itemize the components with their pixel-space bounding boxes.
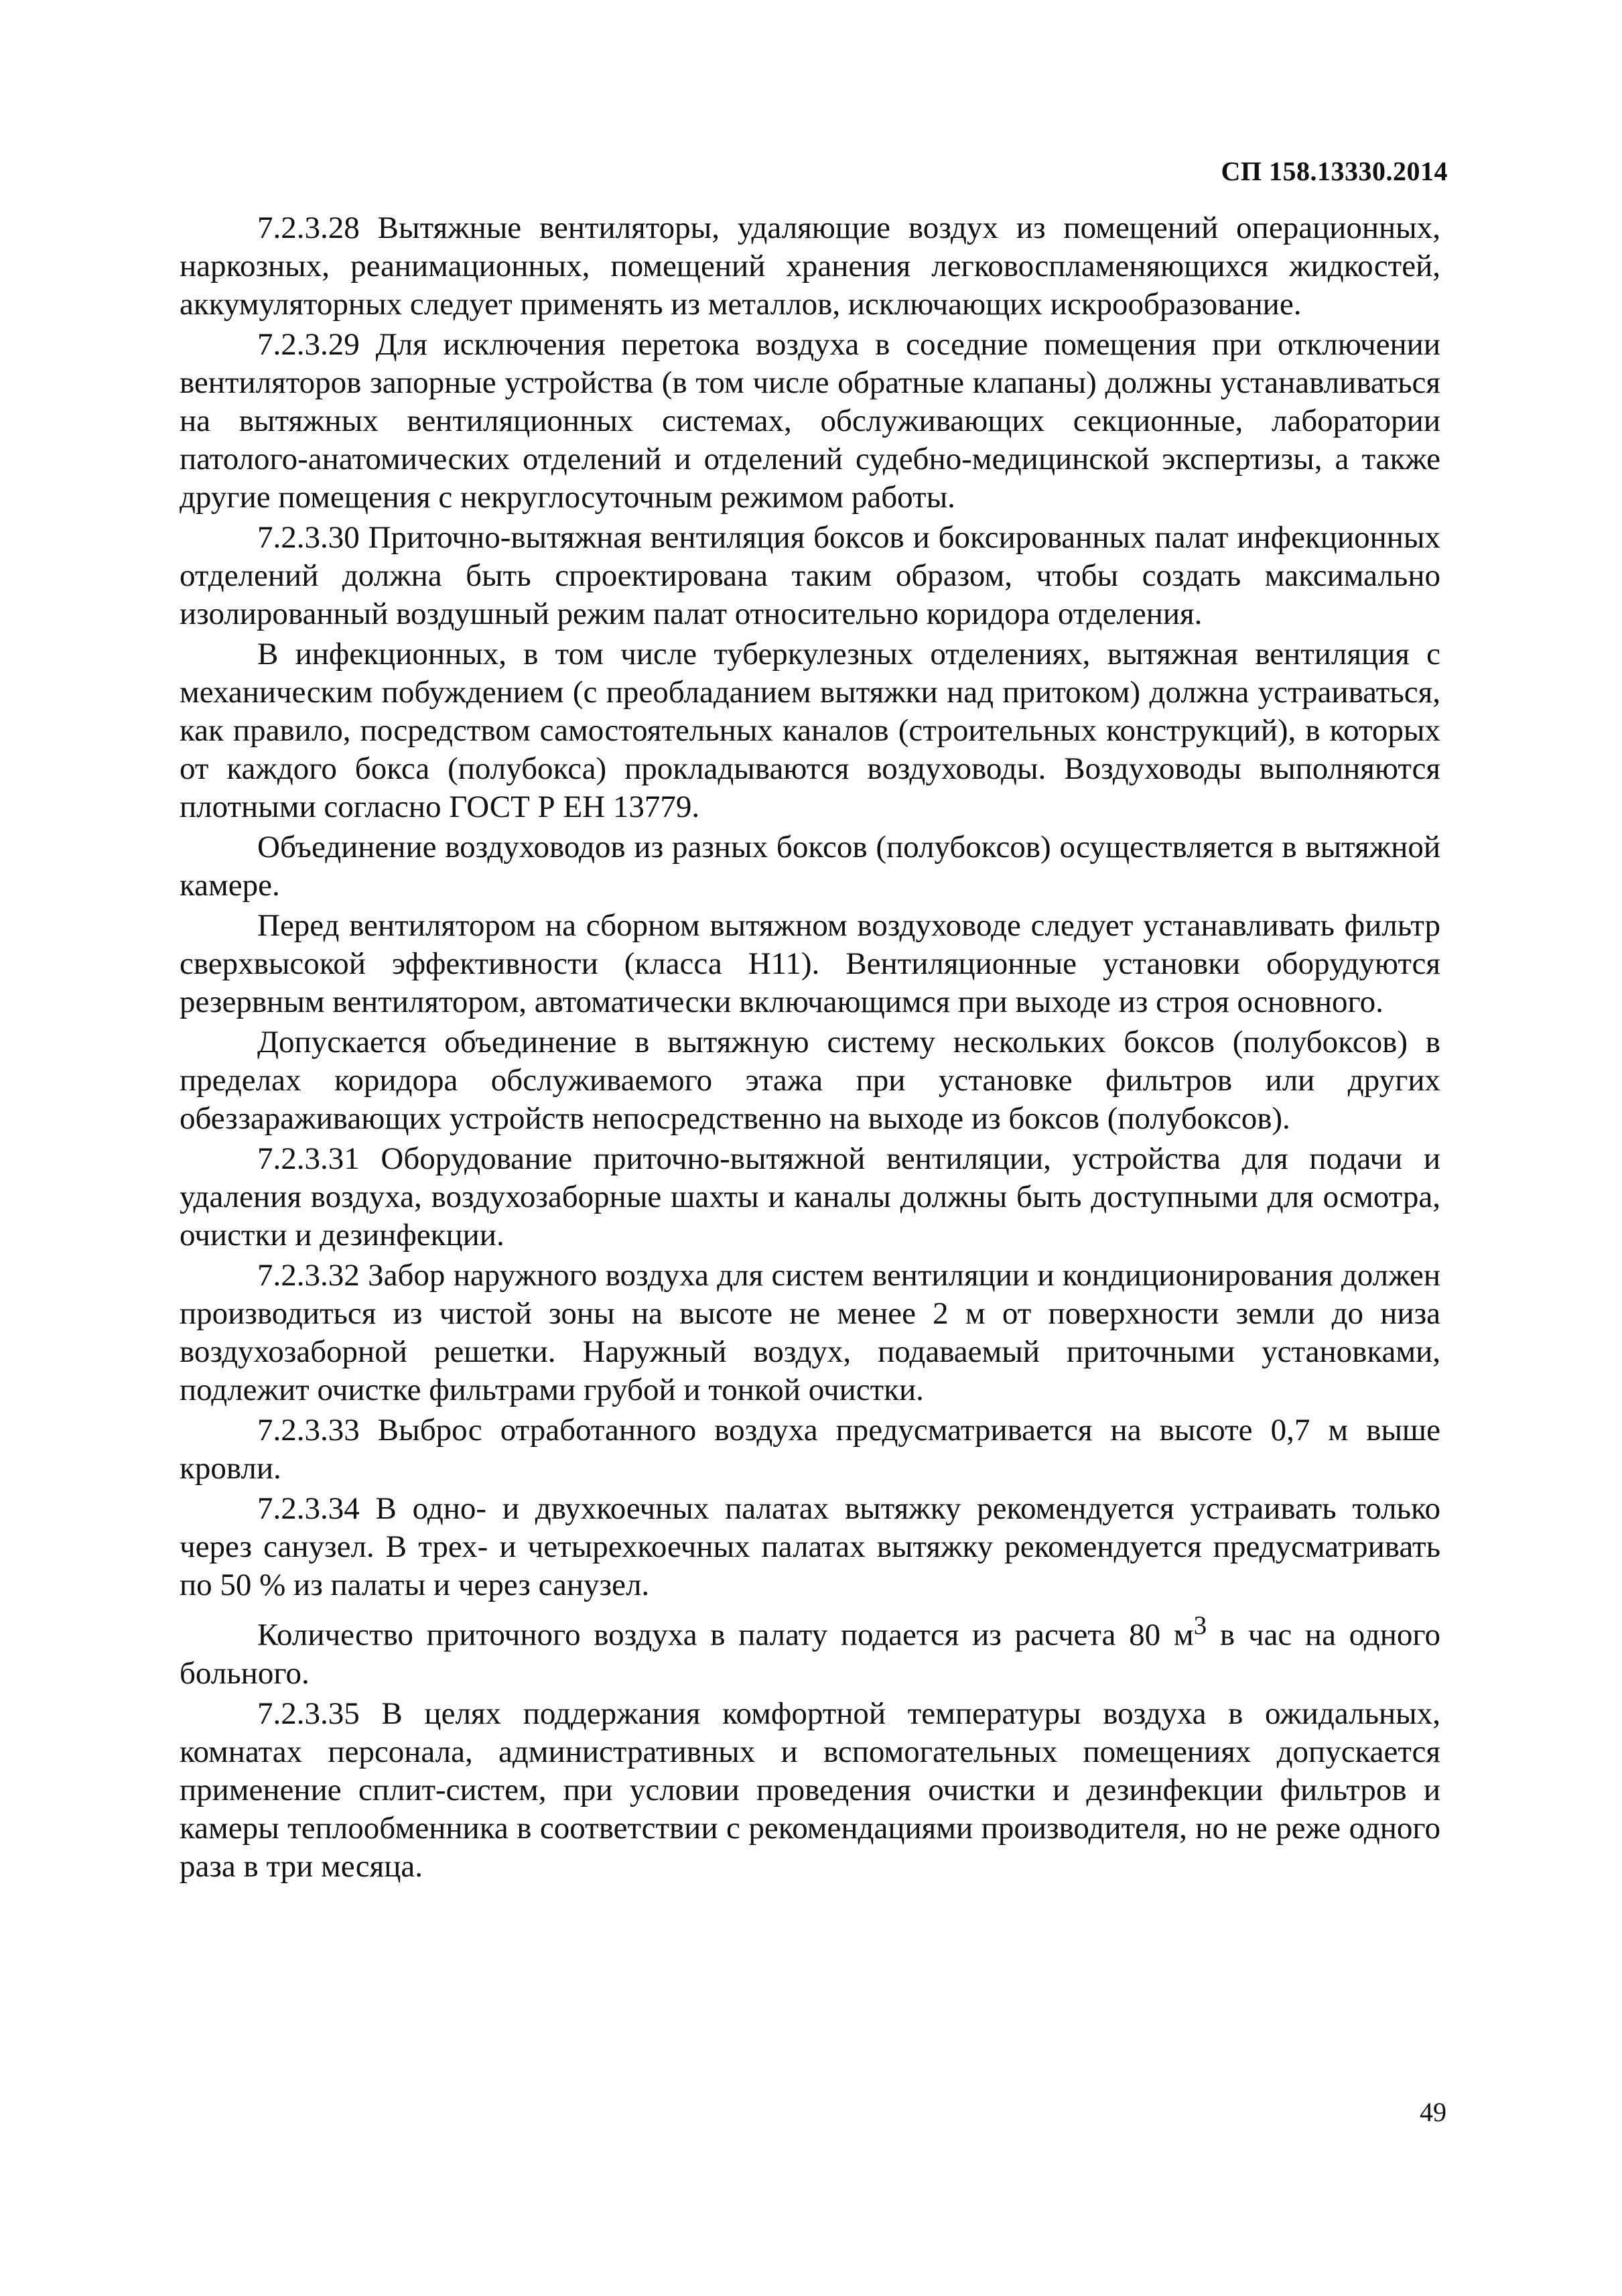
paragraph-airflow-per-patient — [180, 1606, 1440, 1693]
airflow-superscript: 3 — [1193, 1611, 1207, 1640]
paragraph-7-2-3-32: 7.2.3.32 Забор наружного воздуха для систем вентиляции и кондиционирования должен производиться из чистой зоны на высоте не менее 2 м от поверхности земли до низа воздухозаборной решетки. Наружный воздух, подаваемый приточными установками, подлежит очистке фильтрами грубой и тонкой очистки. — [180, 1258, 1440, 1407]
paragraph-7-2-3-30: 7.2.3.30 Приточно-вытяжная вентиляция боксов и боксированных палат инфекционных отделений должна быть спроектирована таким образом, чтобы создать максимально изолированный воздушный режим палат относительно коридора отделения. — [180, 520, 1440, 631]
paragraph-7-2-3-34: 7.2.3.34 В одно- и двухкоечных палатах вытяжку рекомендуется устраивать только через санузел. В трех- и четырехкоечных палатах вытяжку рекомендуется предусматривать по 50 % из палаты и через санузел. — [180, 1491, 1440, 1602]
paragraph-7-2-3-35: 7.2.3.35 В целях поддержания комфортной температуры воздуха в ожидальных, комнатах персонала, административных и вспомогательных помещениях допускается применение сплит-систем, при условии проведения очистки и дезинфекции фильтров и камеры теплообменника в соответствии с рекомендациями производителя, но не реже одного раза в три месяца. — [180, 1696, 1440, 1884]
document-code-header: СП 158.13330.2014 — [1221, 156, 1448, 186]
document-body — [180, 209, 1440, 1888]
airflow-text-before: Количество приточного воздуха в палату подается из расчета 80 м — [257, 1617, 1194, 1653]
paragraph-boxes-combination: Допускается объединение в вытяжную систему нескольких боксов (полубоксов) в пределах коридора обслуживаемого этажа при установке фильтров или других обеззараживающих устройств непосредственно на выходе из боксов (полубоксов). — [180, 1025, 1440, 1136]
paragraph-7-2-3-29: 7.2.3.29 Для исключения перетока воздуха в соседние помещения при отключении вентиляторов запорные устройства (в том числе обратные клапаны) должны устанавливаться на вытяжных вентиляционных системах, обслуживающих секционные, лаборатории патолого-анатомических отделений и отделений судебно-медицинской экспертизы, а также другие помещения с некруглосуточным режимом работы. — [180, 327, 1440, 515]
airflow-text-after: в час на одного больного. — [180, 1617, 1440, 1691]
paragraph-7-2-3-28: 7.2.3.28 Вытяжные вентиляторы, удаляющие воздух из помещений операционных, наркозных, реанимационных, помещений хранения легковоспламеняющихся жидкостей, аккумуляторных следует применять из металлов, исключающих искрообразование. — [180, 210, 1440, 322]
paragraph-7-2-3-33: 7.2.3.33 Выброс отработанного воздуха предусматривается на высоте 0,7 м выше кровли. — [180, 1413, 1440, 1486]
page-number: 49 — [1420, 2097, 1446, 2127]
paragraph-7-2-3-31: 7.2.3.31 Оборудование приточно-вытяжной вентиляции, устройства для подачи и удаления воздуха, воздухозаборные шахты и каналы должны быть доступными для осмотра, очистки и дезинфекции. — [180, 1141, 1440, 1253]
paragraph-infectious-ventilation: В инфекционных, в том числе туберкулезных отделениях, вытяжная вентиляция с механическим побуждением (с преобладанием вытяжки над притоком) должна устраиваться, как правило, посредством самостоятельных каналов (строительных конструкций), в которых от каждого бокса (полубокса) прокладываются воздуховоды. Воздуховоды выполняются плотными согласно ГОСТ Р ЕН 13779. — [180, 637, 1440, 824]
paragraph-filter-fan: Перед вентилятором на сборном вытяжном воздуховоде следует устанавливать фильтр сверхвысокой эффективности (класса Н11). Вентиляционные установки оборудуются резервным вентилятором, автоматически включающимся при выходе из строя основного. — [180, 908, 1440, 1019]
paragraph-duct-merging: Объединение воздуховодов из разных боксов (полубоксов) осуществляется в вытяжной камере. — [180, 830, 1440, 903]
